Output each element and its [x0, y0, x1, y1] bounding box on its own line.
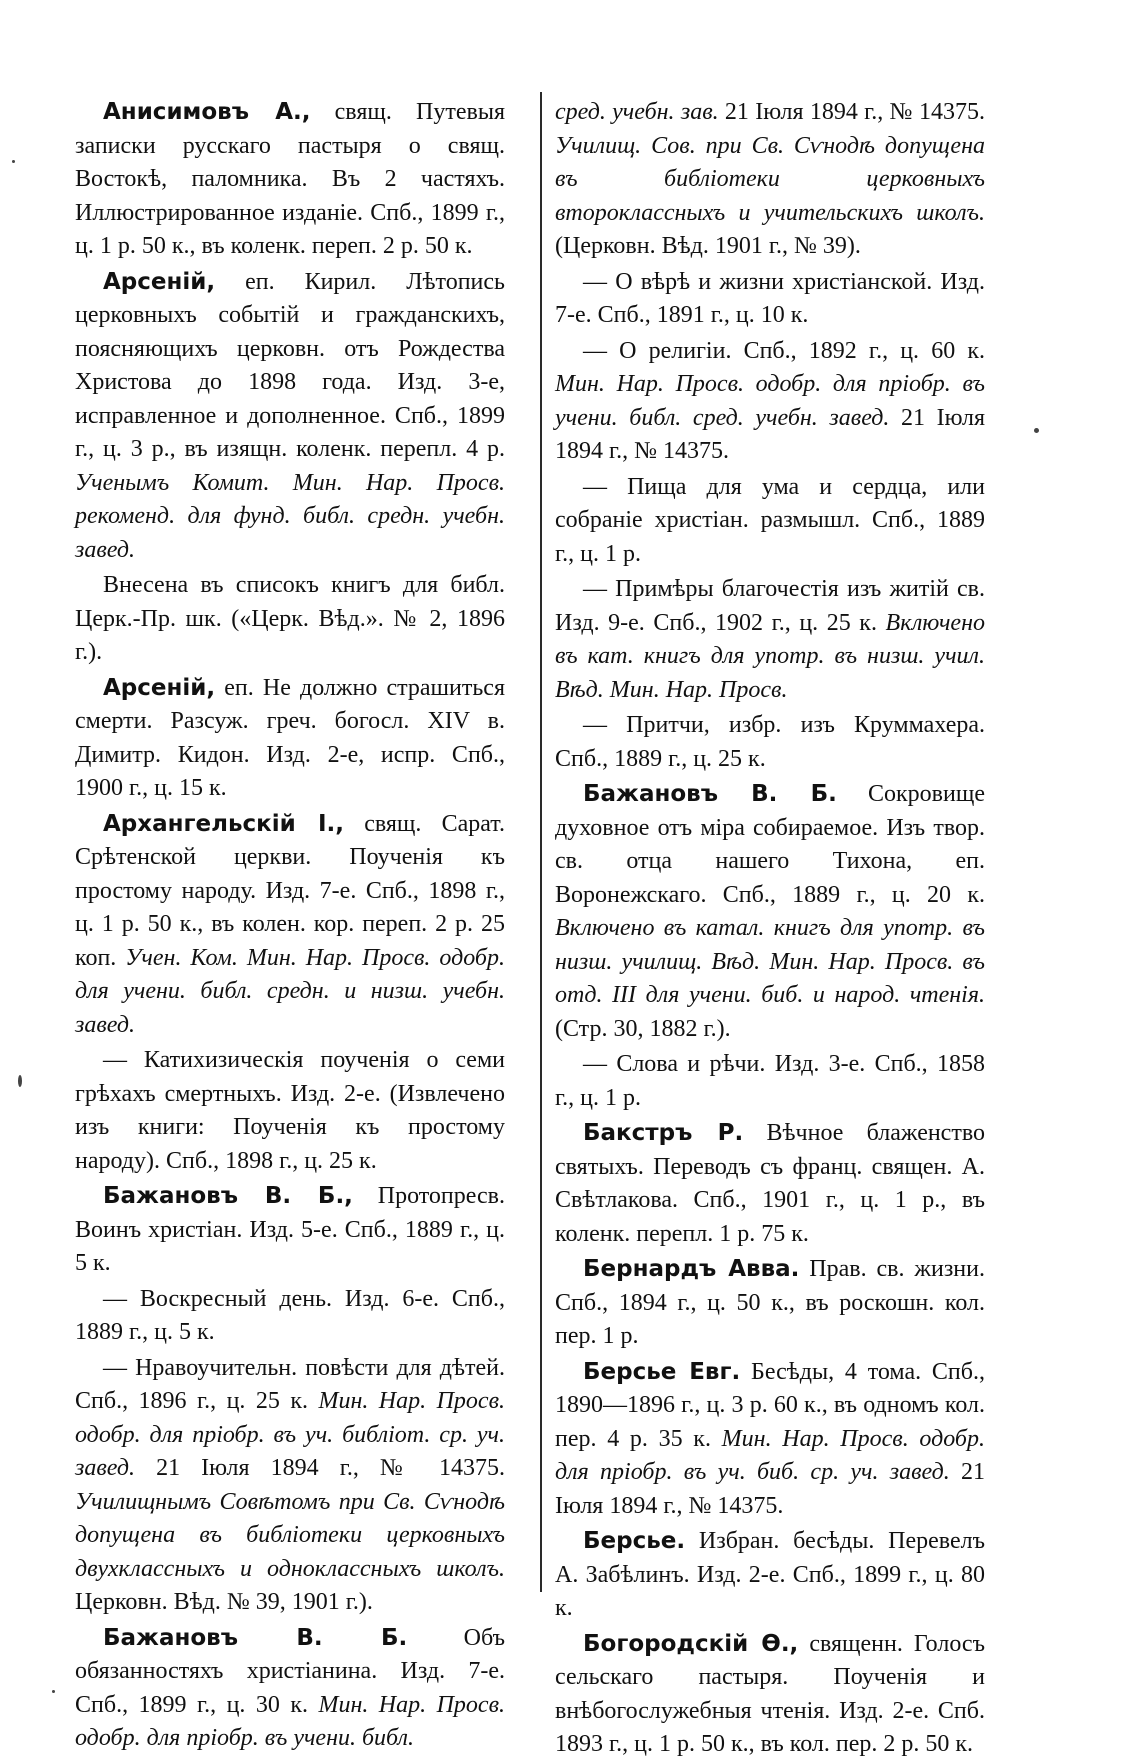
entry-text: — Нравоучительн. повѣсти для дѣтей. Спб., 1896 г., ц. 25 к. — [75, 1354, 505, 1414]
catalog-entry — [555, 1628, 985, 1762]
entry-note: сред. учебн. зав. — [555, 99, 719, 125]
catalog-entry — [75, 672, 505, 806]
entry-text: Протопресв. Воинъ христіан. Изд. 5-е. Спб., 1889 г., ц. 5 к. — [75, 1183, 506, 1276]
column-divider — [540, 92, 542, 1592]
catalog-entry — [555, 573, 985, 707]
margin-speck — [12, 160, 15, 163]
catalog-entry — [75, 1283, 505, 1350]
entry-author: Арсеній, — [103, 674, 216, 701]
entry-author: Анисимовъ А., — [103, 99, 311, 125]
entry-note: Училищ. Сов. при Св. Сѵнодѣ допущена въ библіотеки церковныхъ второклассныхъ и учительскихъ школъ. — [555, 132, 985, 226]
catalog-entry — [75, 1622, 505, 1756]
entry-text: — О вѣрѣ и жизни христіанской. Изд. 7-е. Спб., 1891 г., ц. 10 к. — [555, 268, 985, 328]
catalog-entry — [555, 1525, 985, 1626]
entry-text: — Катихизическія поученія о семи грѣхахъ смертныхъ. Изд. 2-е. (Извлечено изъ книги: Поученія къ простому народу). Спб., 1898 г., ц. 25 к. — [75, 1047, 505, 1174]
entry-note: Учен. Ком. Мин. Нар. Просв. одобр. для учени. библ. средн. и низш. учебн. завед. — [75, 944, 505, 1038]
entry-author: Арсеній, — [103, 268, 216, 295]
catalog-entry — [75, 569, 505, 670]
entry-author: Берсье Евг. — [583, 1358, 741, 1385]
catalog-entry — [555, 1048, 985, 1115]
catalog-entry — [555, 471, 985, 572]
entry-note: Училищнымъ Совѣтомъ при Св. Сѵнодѣ допущена въ библіотеки церковныхъ двухклассныхъ и одноклассныхъ школъ. — [75, 1488, 505, 1582]
margin-speck — [1034, 428, 1039, 433]
entry-note: Мин. Нар. Просв. одобр. для пріобр. въ уч. библіот. ср. уч. завед. — [75, 1388, 505, 1481]
entry-text: еп. Кирил. Лѣтопись церковныхъ событій и гражданскихъ, поясняющихъ церковн. отъ Рождества Христова до 1898 года. Изд. 3-е, исправленное и дополненное. Спб., 1899 г., ц. 3 р., въ изящн. коленк. перепл. 4 р. — [75, 268, 505, 462]
catalog-entry — [75, 1180, 505, 1281]
entry-text: Бесѣды, 4 тома. Спб., 1890—1896 г., ц. 3 р. 60 к., въ одномъ кол. пер. 4 р. 35 к. — [555, 1358, 985, 1452]
entry-text: Прав. св. жизни. Спб., 1894 г., ц. 50 к., въ роскошн. кол. пер. 1 р. — [555, 1256, 985, 1349]
entry-note: Мин. Нар. Просв. одобр. для пріобр. въ уч. биб. ср. уч. завед. — [555, 1425, 985, 1485]
margin-speck — [18, 1075, 22, 1087]
margin-speck — [52, 1690, 55, 1693]
entry-note: Мин. Нар. Просв. одобр. для пріобр. въ учени. библ. сред. учебн. завед. — [555, 371, 985, 431]
entry-author: Богородскій Ѳ., — [583, 1630, 799, 1657]
entry-author: Бакстръ Р. — [583, 1120, 744, 1146]
entry-author: Архангельскій І., — [103, 810, 345, 837]
left-column — [75, 96, 505, 1758]
entry-text: 21 Іюля 1894 г., № 14375. — [555, 1459, 986, 1519]
right-column — [555, 96, 985, 1764]
catalog-entry — [555, 1117, 985, 1251]
catalog-entry — [75, 1352, 505, 1620]
entry-note: Включено въ кат. книгъ для употр. въ низш. учил. Вѣд. Мин. Нар. Просв. — [555, 609, 985, 703]
entry-text: Сокровище духовное отъ міра собираемое. Изъ твор. св. отца нашего Тихона, еп. Воронежскаго. Спб., 1889 г., ц. 20 к. — [555, 781, 985, 908]
catalog-entry — [75, 96, 505, 264]
entry-text: — Примѣры благочестія изъ житій св. Изд. 9-е. Спб., 1902 г., ц. 25 к. — [555, 576, 985, 636]
catalog-entry — [75, 808, 505, 1043]
catalog-entry — [555, 1253, 985, 1354]
entry-text: Церковн. Вѣд. № 39, 1901 г.). — [75, 1589, 373, 1615]
entry-text: свящ. Сарат. Срѣтенской церкви. Поученія къ простому народу. Изд. 7-е. Спб., 1898 г., ц. 1 р. 50 к., въ колен. кор. переп. 2 р. 25 коп. — [75, 810, 505, 971]
entry-note: Ученымъ Комит. Мин. Нар. Просв. рекоменд. для фунд. библ. средн. учебн. завед. — [75, 469, 505, 563]
entry-text: свящ. Путевыя записки русскаго пастыря о свящ. Востокѣ, паломника. Въ 2 частяхъ. Иллюстрированное изданіе. Спб., 1899 г., ц. 1 р. 50 к., въ коленк. переп. 2 р. 50 к. — [75, 99, 505, 259]
entry-text: 21 Іюля 1894 г., № 14375. — [555, 404, 985, 464]
entry-author: Бажановъ В. Б. — [583, 781, 837, 807]
entry-note: Мин. Нар. Просв. одобр. для пріобр. въ учени. библ. — [75, 1691, 505, 1751]
entry-text: — О религіи. Спб., 1892 г., ц. 60 к. — [583, 337, 985, 364]
catalog-entry — [555, 266, 985, 333]
catalog-entry — [555, 1356, 985, 1524]
entry-author: Бажановъ В. Б., — [103, 1183, 353, 1209]
entry-text: еп. Не должно страшиться смерти. Разсуж. греч. богосл. XIV в. Димитр. Кидон. Изд. 2-е, испр. Спб., 1900 г., ц. 15 к. — [75, 674, 505, 801]
entry-text: (Церковн. Вѣд. 1901 г., № 39). — [555, 233, 861, 259]
entry-text: — Слова и рѣчи. Изд. 3-е. Спб., 1858 г., ц. 1 р. — [555, 1051, 985, 1111]
entry-note: Включено въ катал. книгъ для употр. въ низш. училищ. Вѣд. Мин. Нар. Просв. въ отд. III для учени. биб. и народ. чтенія. — [555, 915, 985, 1008]
entry-author: Бернардъ Авва. — [583, 1256, 800, 1282]
entry-author: Бажановъ В. Б. — [103, 1624, 408, 1651]
entry-text: — Пища для ума и сердца, или собраніе христіан. размышл. Спб., 1889 г., ц. 1 р. — [555, 473, 985, 567]
catalog-entry — [555, 778, 985, 1046]
entry-author: Берсье. — [583, 1528, 686, 1554]
entry-text: 21 Іюля 1894 г., № 14375. — [134, 1455, 505, 1481]
entry-text: 21 Іюля 1894 г., № 14375. — [718, 99, 986, 125]
entry-text: — Притчи, избр. изъ Круммахера. Спб., 1889 г., ц. 25 к. — [555, 712, 985, 772]
entry-text: (Стр. 30, 1882 г.). — [555, 1015, 731, 1042]
catalog-entry — [75, 266, 505, 568]
entry-text: Объ обязанностяхъ христіанина. Изд. 7-е. Спб., 1899 г., ц. 30 к. — [75, 1624, 506, 1718]
catalog-entry — [555, 335, 985, 469]
entry-text: Вѣчное блаженство святыхъ. Переводъ съ франц. священ. А. Свѣтлакова. Спб., 1901 г., ц. 1 р., въ коленк. перепл. 1 р. 75 к. — [555, 1120, 985, 1247]
catalog-entry — [555, 709, 985, 776]
entry-text: — Воскресный день. Изд. 6-е. Спб., 1889 г., ц. 5 к. — [75, 1285, 505, 1345]
entry-text: Внесена въ списокъ книгъ для библ. Церк.-Пр. шк. («Церк. Вѣд.». № 2, 1896 г.). — [75, 572, 505, 665]
entry-text: Избран. бесѣды. Перевелъ А. Забѣлинъ. Изд. 2-е. Спб., 1899 г., ц. 80 к. — [555, 1528, 985, 1621]
entry-text: священн. Голосъ сельскаго пастыря. Поученія и внѣбогослужебныя чтенія. Изд. 2-е. Спб. 1893 г., ц. 1 р. 50 к., въ кол. пер. 2 р. 50 к. — [555, 1630, 985, 1757]
catalog-entry — [75, 1044, 505, 1178]
catalog-entry — [555, 96, 985, 264]
